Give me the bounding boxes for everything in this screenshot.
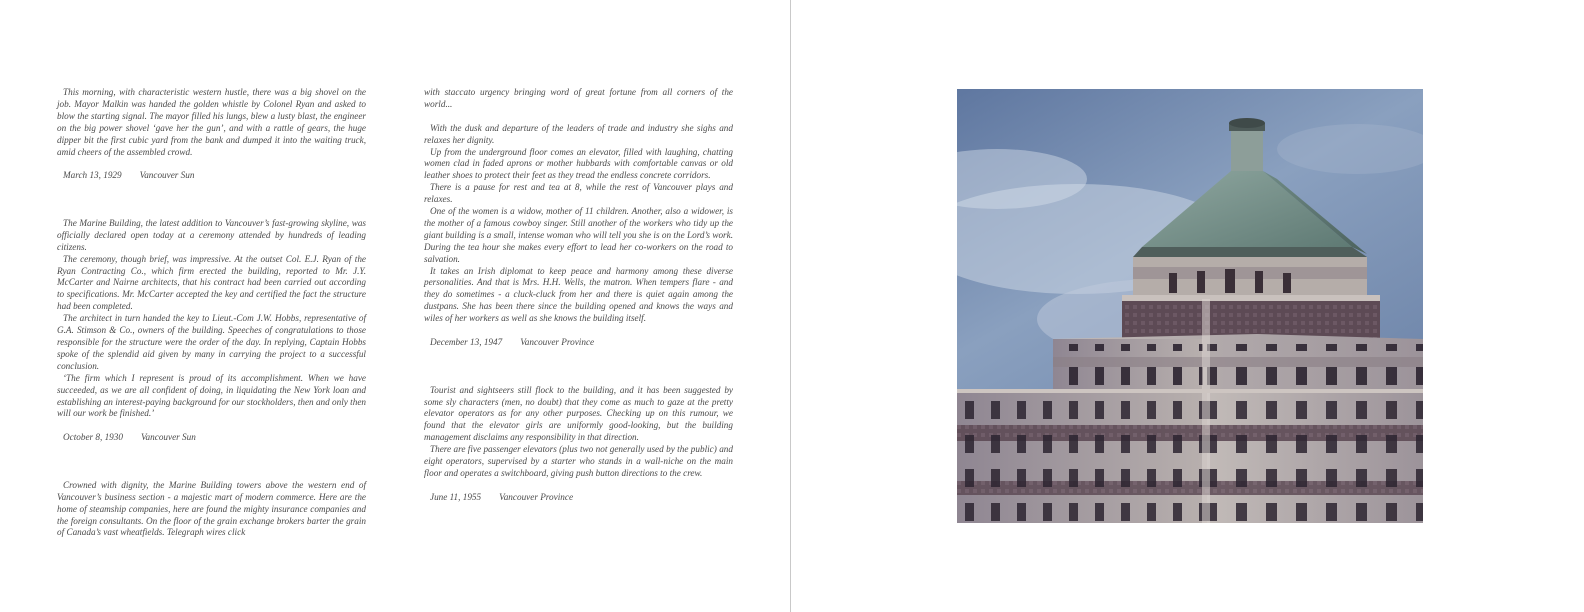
paragraph: There are five passenger elevators (plus two not generally used by the public) and eight operators, supervised by a starter who stands in a wall-niche on the main floor and operates a switchboard, giving push button directions to the crew. (424, 444, 733, 478)
dateline-date: December 13, 1947 (430, 337, 503, 347)
paragraph: Tourist and sightseers still flock to the building, and it has been suggested by some sly characters (men, no doubt) that they come as much to gaze at the pretty elevator operators as for any other purposes. Checking up on this rumour, we found that the elevator girls are uniformly good-looking, but the building management disclaims any responsibility in that direction. (424, 384, 733, 443)
paragraph: Up from the underground floor comes an elevator, filled with laughing, chatting women clad in faded aprons or mother hubbards with comfortable canvas or old leather shoes to protect their feet as they tread the endless concrete corridors. (424, 146, 733, 181)
paragraph: One of the women is a widow, mother of 11 children. Another, also a widower, is the mother of a famous cowboy singer. Still another of the workers who tidy up the giant building is a small, intense woman who will tell you she is on the Lord’s work. During the tea hour she makes every effort to lead her co-workers on the road to salvation. (424, 206, 733, 264)
dateline (57, 432, 366, 444)
dateline-date: June 11, 1955 (430, 491, 482, 502)
paragraph: The ceremony, though brief, was impressive. At the outset Col. E.J. Ryan of the Ryan Contracting Co., which firm erected the building, reported to Mr. J.Y. McCarter and Nairne architects, that his contract had been carried out according to specifications. Mr. McCarter accepted the key and certified the fact the structure had been completed. (57, 253, 366, 312)
dateline-date: October 8, 1930 (63, 432, 123, 443)
paragraph: with staccato urgency bringing word of great fortune from all corners of the world... (424, 87, 733, 109)
paragraph: Crowned with dignity, the Marine Building towers above the western end of Vancouver’s business section - a majestic mart of modern commerce. Here are the home of steamship companies, here are found the mighty insurance companies and the foreign consultants. On the floor of the grain exchange brokers barter the grain of Canada’s vast wheatfields. Telegraph wires click (57, 479, 366, 538)
building-photo (957, 89, 1423, 523)
paragraph: It takes an Irish diplomat to keep peace and harmony among these diverse personalities. And that is Mrs. H.H. Wells, the matron. When tempers flare - and they do sometimes - a cluck-cluck from her and there is quiet again among the dustpans. She has been there since the building opened and knows the ways and wiles of her workers as well as she knows the building itself. (424, 265, 733, 324)
dateline (57, 170, 366, 182)
dateline-source: Vancouver Province (520, 337, 595, 347)
building-photo-icon (957, 89, 1423, 523)
dateline-date: March 13, 1929 (63, 170, 122, 181)
paragraph: There is a pause for rest and tea at 8, while the rest of Vancouver plays and relaxes. (424, 182, 733, 205)
dateline (424, 337, 733, 349)
paragraph: With the dusk and departure of the leaders of trade and industry she sighs and relaxes her dignity. (424, 122, 733, 145)
paragraph: The architect in turn handed the key to Lieut.-Com J.W. Hobbs, representative of G.A. Stimson & Co., owners of the building. Speeches of congratulations to those responsible for the structure were the order of the day. In replying, Captain Hobbs spoke of the splendid aid given by many in carrying the project to a successful conclusion. (57, 313, 366, 371)
text-column-1 (57, 87, 366, 539)
paragraph: The Marine Building, the latest addition to Vancouver’s fast-growing skyline, was officially declared open today at a ceremony attended by hundreds of leading citizens. (57, 217, 366, 252)
paragraph: ‘The firm which I represent is proud of its accomplishment. When we have succeeded, as we are all confident of doing, in liquidating the New York loan and establishing an interest-paying background for our stockholders, then and only then will our work be finished.’ (57, 372, 366, 419)
dateline-source: Vancouver Sun (140, 432, 196, 443)
left-page (0, 0, 790, 612)
text-column-2 (424, 87, 733, 504)
paragraph: This morning, with characteristic western hustle, there was a big shovel on the job. Mayor Malkin was handed the golden whistle by Colonel Ryan and asked to blow the starting signal. The mayor filled his lungs, blew a lusty blast, the engineer on the big power shovel ‘gave her the gun’, and with a rattle of gears, the huge dipper bit the first cubic yard from the bank and dumped it into the waiting truck, amid cheers of the assembled crowd. (57, 87, 366, 157)
dateline-source: Vancouver Province (499, 491, 574, 502)
dateline (424, 492, 733, 504)
dateline-source: Vancouver Sun (139, 170, 195, 181)
